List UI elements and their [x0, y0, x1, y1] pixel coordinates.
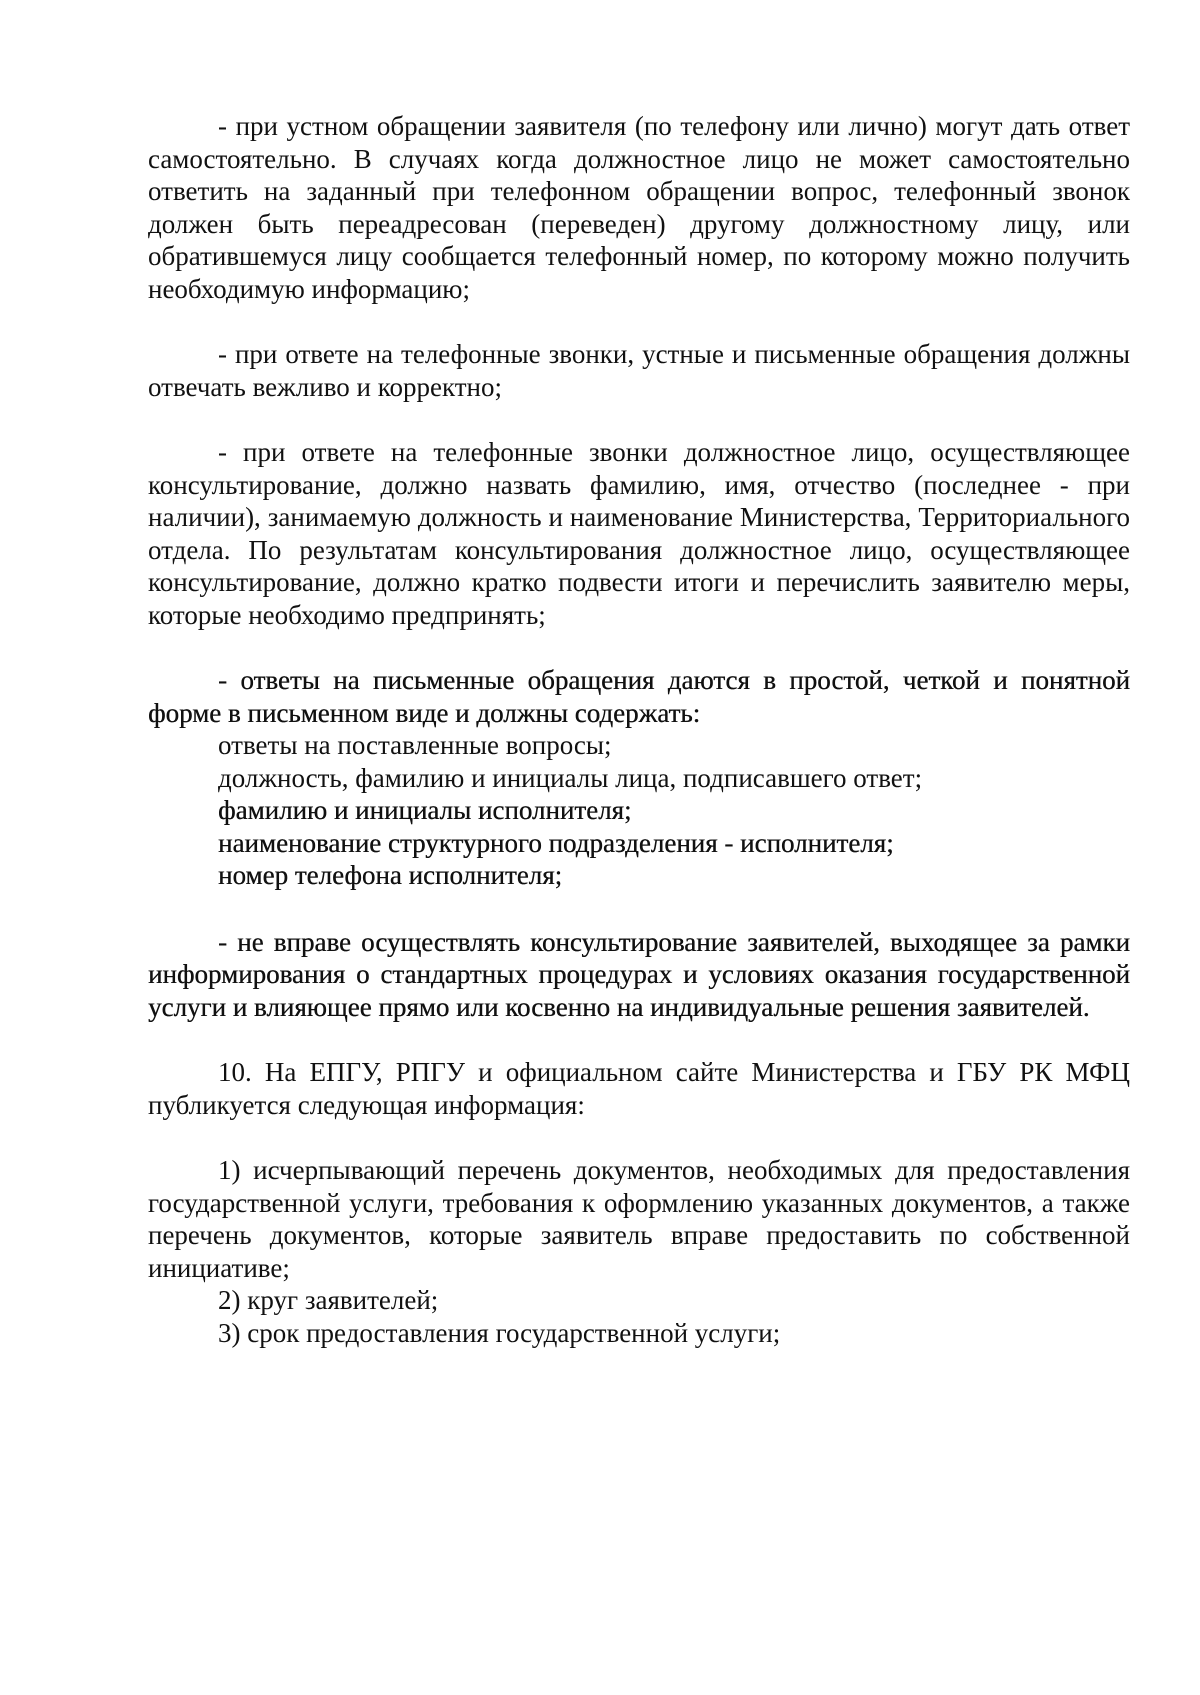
paragraph-published-info: 10. На ЕПГУ, РПГУ и официальном сайте Министерства и ГБУ РК МФЦ публикуется следующая информация: [148, 1057, 1130, 1120]
paragraph-consultation-limits: - не вправе осуществлять консультирование заявителей, выходящее за рамки информирования о стандартных процедурах и условиях оказания государственной услуги и влияющее прямо или косвенно на индивидуальные решения заявителей. [148, 926, 1130, 1022]
list-item-executor-name: фамилию и инициалы исполнителя; [218, 795, 632, 825]
list-item-department: наименование структурного подразделения - исполнителя; [218, 827, 894, 858]
paragraph-service-term: 3) срок предоставления государственной услуги; [218, 1317, 781, 1348]
paragraph-phone-consultation: - при ответе на телефонные звонки должностное лицо, осуществляющее консультирование, должно назвать фамилию, имя, отчество (последнее - при наличии), занимаемую должность и наименование Министерства, Территориального отдела. По результатам консультирования должностное лицо, осуществляющее консультирование, должно кратко подвести итоги и перечислить заявителю меры, которые необходимо предпринять; [148, 437, 1130, 630]
paragraph-documents-list: 1) исчерпывающий перечень документов, необходимых для предоставления государственной услуги, требования к оформлению указанных документов, а также перечень документов, которые заявитель вправе предоставить по собственной инициативе; [148, 1155, 1130, 1283]
paragraph-written-answers: - ответы на письменные обращения даются в простой, четкой и понятной форме в письменном виде и должны содержать: [148, 665, 1130, 728]
list-item-signatory: должность, фамилию и инициалы лица, подписавшего ответ; [218, 762, 923, 793]
paragraph-oral-request: - при устном обращении заявителя (по телефону или лично) могут дать ответ самостоятельно. В случаях когда должностное лицо не может самостоятельно ответить на заданный при телефонном обращении вопрос, телефонный звонок должен быть переадресован (переведен) другому должностному лицу, или обратившемуся лицу сообщается телефонный номер, по которому можно получить необходимую информацию; [148, 111, 1130, 304]
paragraph-polite-answer: - при ответе на телефонные звонки, устные и письменные обращения должны отвечать вежливо и корректно; [148, 339, 1130, 402]
list-item-answers: ответы на поставленные вопросы; [218, 730, 612, 760]
list-item-phone: номер телефона исполнителя; [218, 860, 563, 890]
paragraph-applicants: 2) круг заявителей; [218, 1285, 439, 1315]
